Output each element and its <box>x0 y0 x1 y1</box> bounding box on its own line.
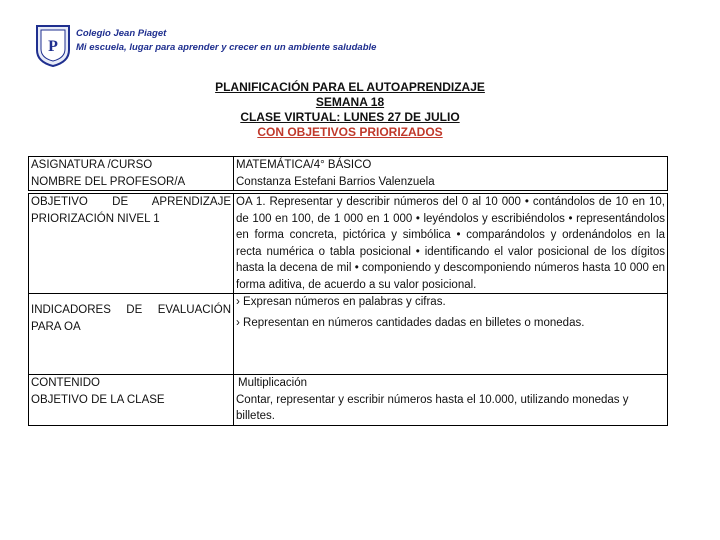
objetivo-aprendizaje-label <box>29 194 234 294</box>
school-slogan: Mi escuela, lugar para aprender y crecer en un ambiente saludable <box>76 42 377 53</box>
objetivo-label-line2: PRIORIZACIÓN NIVEL 1 <box>31 212 160 225</box>
school-header <box>76 27 376 55</box>
title-objetivos-priorizados: CON OBJETIVOS PRIORIZADOS <box>257 125 443 139</box>
asignatura-label: ASIGNATURA /CURSO <box>29 157 234 174</box>
asignatura-value: MATEMÁTICA/4° BÁSICO <box>234 157 668 174</box>
table-row <box>29 392 668 426</box>
school-name: Colegio Jean Piaget <box>76 28 167 39</box>
indicadores-value <box>234 294 668 375</box>
planning-table <box>28 156 668 426</box>
profesor-value: Constanza Estefani Barrios Valenzuela <box>234 174 668 191</box>
indicador-item: › Expresan números en palabras y cifras. <box>236 296 446 308</box>
table-row <box>29 174 668 191</box>
objetivo-clase-label: OBJETIVO DE LA CLASE <box>29 392 234 426</box>
objetivo-aprendizaje-value: OA 1. Representar y describir números del 0 al 10 000 • contándolos de 10 en 10, de 100 en 100, de 1 000 en 1 000 • leyéndolos y escribiéndolos • representándolos en forma concreta, pictórica y simbólica • comparándolos y ordenándolos en la recta numérica o tabla posicional • identificando el valor posicional de los dígitos hasta la decena de mil • componiendo y descomponiendo números hasta 10 000 en forma aditiva, de acuerdo a su valor posicional. <box>234 194 668 294</box>
title-semana: SEMANA 18 <box>315 95 385 109</box>
indicadores-label-text: INDICADORES DE EVALUACIÓN PARA OA <box>31 304 231 333</box>
objetivo-clase-value: Contar, representar y escribir números hasta el 10.000, utilizando monedas y billetes. <box>234 392 668 426</box>
title-clase-virtual: CLASE VIRTUAL: LUNES 27 DE JULIO <box>240 110 460 124</box>
svg-text:P: P <box>48 38 58 55</box>
table-row <box>29 375 668 392</box>
contenido-label: CONTENIDO <box>29 375 234 392</box>
objetivo-label-line1: OBJETIVO DE APRENDIZAJE <box>31 196 231 208</box>
indicador-item: › Representan en números cantidades dadas en billetes o monedas. <box>236 316 585 329</box>
table-row <box>29 294 668 375</box>
school-logo <box>33 22 73 68</box>
document-titles <box>100 80 600 140</box>
table-row <box>29 194 668 294</box>
profesor-label: NOMBRE DEL PROFESOR/A <box>29 174 234 191</box>
table-row <box>29 157 668 174</box>
contenido-value: Multiplicación <box>234 375 668 392</box>
indicadores-label <box>29 294 234 375</box>
title-planificacion: PLANIFICACIÓN PARA EL AUTOAPRENDIZAJE <box>215 80 485 94</box>
